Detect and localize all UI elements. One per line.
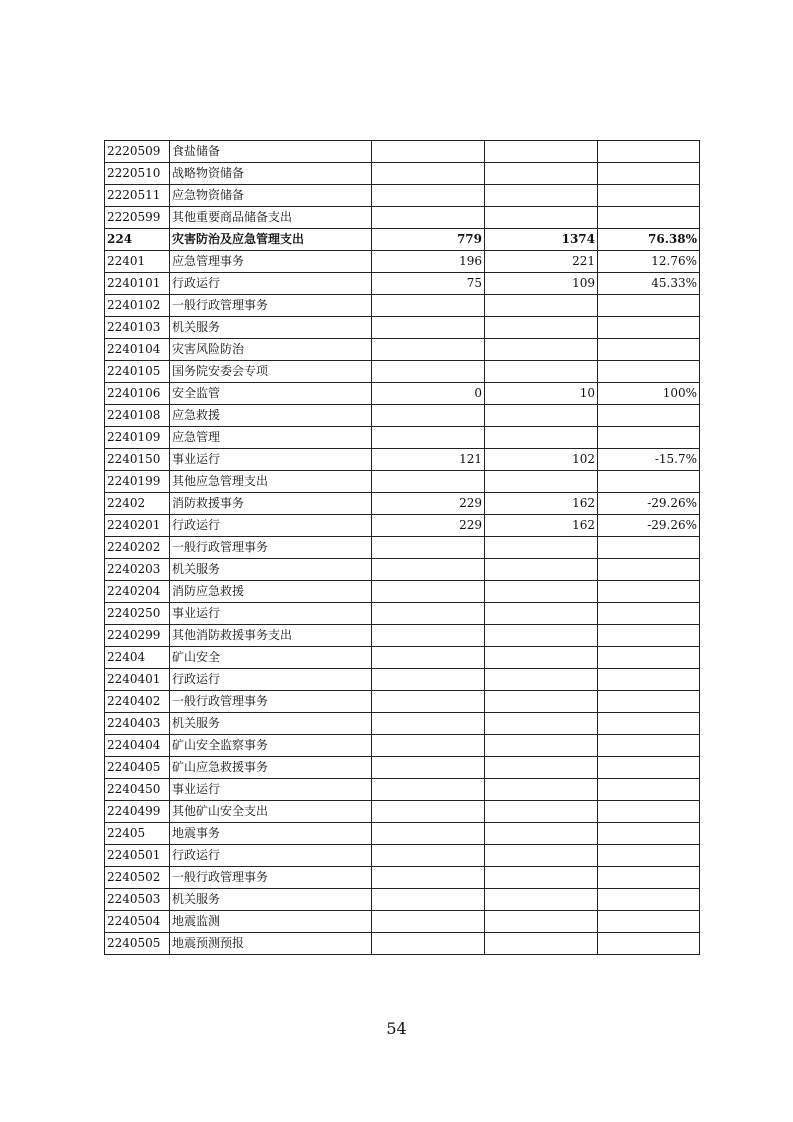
account-name-cell: 一般行政管理事务 [170, 691, 372, 713]
change-percent-cell [598, 757, 700, 779]
value-column-1-cell [372, 757, 485, 779]
account-code-cell: 2240501 [105, 845, 170, 867]
value-column-2-cell [485, 933, 598, 955]
account-name-cell: 其他消防救援事务支出 [170, 625, 372, 647]
value-column-1-cell: 779 [372, 229, 485, 251]
table-row [105, 911, 700, 933]
table-row [105, 295, 700, 317]
account-code-cell: 2240102 [105, 295, 170, 317]
account-code-cell: 22405 [105, 823, 170, 845]
table-row [105, 669, 700, 691]
change-percent-cell [598, 889, 700, 911]
value-column-2-cell [485, 603, 598, 625]
change-percent-cell [598, 405, 700, 427]
table-row [105, 823, 700, 845]
account-name-cell: 矿山安全 [170, 647, 372, 669]
account-code-cell: 2220510 [105, 163, 170, 185]
account-name-cell: 其他应急管理支出 [170, 471, 372, 493]
value-column-1-cell [372, 779, 485, 801]
account-name-cell: 安全监管 [170, 383, 372, 405]
table-row [105, 757, 700, 779]
account-code-cell: 2240150 [105, 449, 170, 471]
table-row [105, 493, 700, 515]
value-column-2-cell [485, 339, 598, 361]
change-percent-cell [598, 691, 700, 713]
value-column-1-cell: 0 [372, 383, 485, 405]
account-code-cell: 2240450 [105, 779, 170, 801]
change-percent-cell: -15.7% [598, 449, 700, 471]
value-column-2-cell [485, 801, 598, 823]
change-percent-cell [598, 823, 700, 845]
account-name-cell: 机关服务 [170, 317, 372, 339]
value-column-1-cell [372, 867, 485, 889]
value-column-1-cell [372, 141, 485, 163]
value-column-2-cell [485, 757, 598, 779]
change-percent-cell [598, 471, 700, 493]
table-row [105, 625, 700, 647]
account-code-cell: 2240404 [105, 735, 170, 757]
table-row [105, 405, 700, 427]
value-column-1-cell [372, 625, 485, 647]
account-name-cell: 行政运行 [170, 273, 372, 295]
account-name-cell: 一般行政管理事务 [170, 867, 372, 889]
account-name-cell: 应急物资储备 [170, 185, 372, 207]
change-percent-cell [598, 845, 700, 867]
value-column-2-cell [485, 537, 598, 559]
value-column-2-cell [485, 823, 598, 845]
value-column-2-cell [485, 163, 598, 185]
table-row [105, 471, 700, 493]
value-column-1-cell [372, 317, 485, 339]
account-code-cell: 2240109 [105, 427, 170, 449]
account-code-cell: 22401 [105, 251, 170, 273]
change-percent-cell [598, 581, 700, 603]
table-row [105, 735, 700, 757]
account-name-cell: 战略物资储备 [170, 163, 372, 185]
value-column-1-cell [372, 185, 485, 207]
value-column-2-cell: 1374 [485, 229, 598, 251]
value-column-2-cell: 102 [485, 449, 598, 471]
table-row [105, 713, 700, 735]
account-code-cell: 2240199 [105, 471, 170, 493]
value-column-2-cell [485, 581, 598, 603]
change-percent-cell [598, 537, 700, 559]
value-column-2-cell [485, 427, 598, 449]
value-column-1-cell [372, 801, 485, 823]
change-percent-cell [598, 317, 700, 339]
change-percent-cell: -29.26% [598, 515, 700, 537]
account-code-cell: 2220511 [105, 185, 170, 207]
value-column-1-cell [372, 163, 485, 185]
account-code-cell: 2240204 [105, 581, 170, 603]
value-column-2-cell [485, 295, 598, 317]
account-name-cell: 机关服务 [170, 713, 372, 735]
account-name-cell: 地震事务 [170, 823, 372, 845]
account-code-cell: 2240499 [105, 801, 170, 823]
value-column-2-cell [485, 207, 598, 229]
table-row [105, 559, 700, 581]
value-column-1-cell [372, 207, 485, 229]
value-column-2-cell [485, 845, 598, 867]
table-row [105, 207, 700, 229]
value-column-1-cell [372, 581, 485, 603]
table-row [105, 691, 700, 713]
account-code-cell: 2240104 [105, 339, 170, 361]
account-name-cell: 应急管理 [170, 427, 372, 449]
account-name-cell: 一般行政管理事务 [170, 295, 372, 317]
change-percent-cell [598, 141, 700, 163]
value-column-2-cell: 162 [485, 515, 598, 537]
account-name-cell: 其他矿山安全支出 [170, 801, 372, 823]
value-column-2-cell [485, 317, 598, 339]
value-column-1-cell [372, 471, 485, 493]
value-column-1-cell [372, 647, 485, 669]
table-row [105, 317, 700, 339]
account-name-cell: 应急救援 [170, 405, 372, 427]
account-code-cell: 2240405 [105, 757, 170, 779]
table-row [105, 867, 700, 889]
value-column-2-cell [485, 141, 598, 163]
change-percent-cell: 12.76% [598, 251, 700, 273]
account-code-cell: 224 [105, 229, 170, 251]
value-column-2-cell [485, 691, 598, 713]
account-name-cell: 地震监测 [170, 911, 372, 933]
value-column-2-cell [485, 361, 598, 383]
value-column-2-cell [485, 889, 598, 911]
account-code-cell: 2240299 [105, 625, 170, 647]
value-column-2-cell: 109 [485, 273, 598, 295]
value-column-1-cell: 121 [372, 449, 485, 471]
change-percent-cell [598, 295, 700, 317]
budget-table-body [105, 141, 700, 955]
value-column-2-cell [485, 405, 598, 427]
account-name-cell: 其他重要商品储备支出 [170, 207, 372, 229]
table-row [105, 141, 700, 163]
change-percent-cell [598, 625, 700, 647]
account-code-cell: 2240106 [105, 383, 170, 405]
account-code-cell: 2240103 [105, 317, 170, 339]
account-code-cell: 2240203 [105, 559, 170, 581]
account-code-cell: 2240403 [105, 713, 170, 735]
account-code-cell: 2240402 [105, 691, 170, 713]
value-column-2-cell [485, 867, 598, 889]
account-name-cell: 应急管理事务 [170, 251, 372, 273]
table-row [105, 801, 700, 823]
value-column-1-cell [372, 735, 485, 757]
account-code-cell: 2220599 [105, 207, 170, 229]
value-column-2-cell [485, 779, 598, 801]
table-row [105, 845, 700, 867]
table-row [105, 581, 700, 603]
account-code-cell: 2240505 [105, 933, 170, 955]
change-percent-cell [598, 779, 700, 801]
value-column-1-cell [372, 713, 485, 735]
value-column-1-cell: 229 [372, 493, 485, 515]
account-code-cell: 2240504 [105, 911, 170, 933]
value-column-1-cell: 75 [372, 273, 485, 295]
table-row [105, 515, 700, 537]
change-percent-cell [598, 427, 700, 449]
table-row [105, 933, 700, 955]
account-code-cell: 2220509 [105, 141, 170, 163]
table-row [105, 229, 700, 251]
account-name-cell: 国务院安委会专项 [170, 361, 372, 383]
change-percent-cell: 45.33% [598, 273, 700, 295]
value-column-2-cell [485, 559, 598, 581]
account-name-cell: 消防救援事务 [170, 493, 372, 515]
account-code-cell: 2240502 [105, 867, 170, 889]
value-column-1-cell [372, 911, 485, 933]
change-percent-cell [598, 185, 700, 207]
value-column-2-cell: 162 [485, 493, 598, 515]
change-percent-cell [598, 801, 700, 823]
value-column-2-cell [485, 911, 598, 933]
account-code-cell: 22402 [105, 493, 170, 515]
account-name-cell: 地震预测预报 [170, 933, 372, 955]
account-code-cell: 22404 [105, 647, 170, 669]
value-column-1-cell [372, 361, 485, 383]
account-name-cell: 行政运行 [170, 845, 372, 867]
change-percent-cell [598, 647, 700, 669]
value-column-1-cell [372, 339, 485, 361]
change-percent-cell: 76.38% [598, 229, 700, 251]
account-code-cell: 2240250 [105, 603, 170, 625]
table-row [105, 889, 700, 911]
table-row [105, 273, 700, 295]
value-column-2-cell: 221 [485, 251, 598, 273]
account-code-cell: 2240108 [105, 405, 170, 427]
value-column-1-cell [372, 823, 485, 845]
table-row [105, 537, 700, 559]
value-column-2-cell [485, 669, 598, 691]
account-code-cell: 2240503 [105, 889, 170, 911]
value-column-1-cell: 196 [372, 251, 485, 273]
value-column-2-cell [485, 713, 598, 735]
change-percent-cell: 100% [598, 383, 700, 405]
table-row [105, 163, 700, 185]
budget-table [104, 140, 700, 955]
value-column-1-cell [372, 845, 485, 867]
account-code-cell: 2240401 [105, 669, 170, 691]
table-row [105, 251, 700, 273]
change-percent-cell [598, 669, 700, 691]
table-row [105, 361, 700, 383]
table-row [105, 427, 700, 449]
account-name-cell: 矿山安全监察事务 [170, 735, 372, 757]
account-name-cell: 事业运行 [170, 779, 372, 801]
table-row [105, 185, 700, 207]
page-number: 54 [386, 1019, 407, 1038]
change-percent-cell [598, 933, 700, 955]
value-column-2-cell: 10 [485, 383, 598, 405]
account-name-cell: 机关服务 [170, 889, 372, 911]
value-column-1-cell [372, 537, 485, 559]
change-percent-cell [598, 207, 700, 229]
change-percent-cell: -29.26% [598, 493, 700, 515]
value-column-1-cell [372, 295, 485, 317]
value-column-2-cell [485, 185, 598, 207]
change-percent-cell [598, 735, 700, 757]
account-name-cell: 矿山应急救援事务 [170, 757, 372, 779]
account-name-cell: 行政运行 [170, 515, 372, 537]
value-column-1-cell [372, 669, 485, 691]
value-column-2-cell [485, 735, 598, 757]
account-name-cell: 灾害防治及应急管理支出 [170, 229, 372, 251]
table-row [105, 647, 700, 669]
table-row [105, 603, 700, 625]
change-percent-cell [598, 713, 700, 735]
account-code-cell: 2240105 [105, 361, 170, 383]
table-row [105, 339, 700, 361]
account-name-cell: 行政运行 [170, 669, 372, 691]
change-percent-cell [598, 603, 700, 625]
change-percent-cell [598, 361, 700, 383]
table-row [105, 779, 700, 801]
value-column-2-cell [485, 647, 598, 669]
value-column-1-cell [372, 559, 485, 581]
account-name-cell: 事业运行 [170, 449, 372, 471]
table-row [105, 449, 700, 471]
account-code-cell: 2240202 [105, 537, 170, 559]
value-column-1-cell [372, 889, 485, 911]
account-name-cell: 一般行政管理事务 [170, 537, 372, 559]
value-column-1-cell [372, 691, 485, 713]
value-column-1-cell: 229 [372, 515, 485, 537]
account-name-cell: 食盐储备 [170, 141, 372, 163]
value-column-2-cell [485, 625, 598, 647]
change-percent-cell [598, 867, 700, 889]
value-column-1-cell [372, 405, 485, 427]
value-column-1-cell [372, 427, 485, 449]
account-name-cell: 机关服务 [170, 559, 372, 581]
change-percent-cell [598, 163, 700, 185]
account-name-cell: 灾害风险防治 [170, 339, 372, 361]
value-column-1-cell [372, 603, 485, 625]
account-name-cell: 消防应急救援 [170, 581, 372, 603]
account-name-cell: 事业运行 [170, 603, 372, 625]
change-percent-cell [598, 559, 700, 581]
change-percent-cell [598, 339, 700, 361]
value-column-2-cell [485, 471, 598, 493]
table-row [105, 383, 700, 405]
change-percent-cell [598, 911, 700, 933]
account-code-cell: 2240101 [105, 273, 170, 295]
value-column-1-cell [372, 933, 485, 955]
account-code-cell: 2240201 [105, 515, 170, 537]
